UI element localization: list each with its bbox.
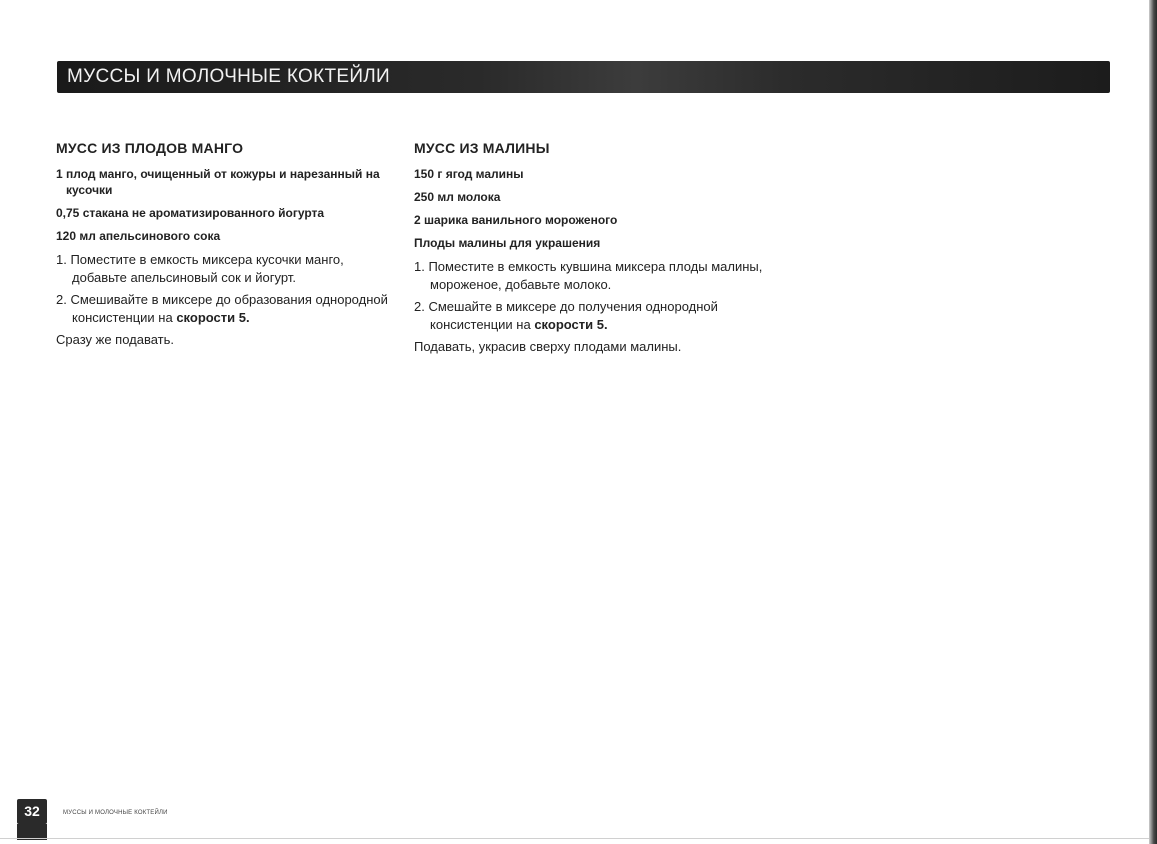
step-text: 1. Поместите в емкость кувшина миксера плоды малины, мороженое, добавьте молоко.: [414, 259, 763, 292]
ingredient-item: Плоды малины для украшения: [414, 236, 601, 250]
recipe-mango-mousse: [56, 140, 401, 349]
recipe-title: МУСС ИЗ МАЛИНЫ: [414, 140, 550, 156]
instruction-step: [56, 251, 401, 287]
recipe-title: МУСС ИЗ ПЛОДОВ МАНГО: [56, 140, 244, 156]
page-number: 32: [17, 799, 47, 824]
ingredient-item: 120 мл апельсинового сока: [56, 229, 221, 243]
instruction-step: [414, 258, 774, 294]
speed-highlight: скорости 5.: [176, 310, 250, 325]
ingredient-item: 2 шарика ванильного мороженого: [414, 213, 618, 227]
section-title: МУССЫ И МОЛОЧНЫЕ КОКТЕЙЛИ: [67, 66, 391, 87]
step-text: 2. Смешивайте в миксере до образования однородной консистенции на: [56, 292, 388, 325]
speed-highlight: скорости 5.: [534, 317, 608, 332]
instruction-step: [56, 291, 401, 327]
recipe-raspberry-mousse: [414, 140, 774, 356]
ingredient-item: 0,75 стакана не ароматизированного йогурта: [56, 206, 325, 220]
ingredient-item: 150 г ягод малины: [414, 167, 524, 181]
serving-note: Сразу же подавать.: [56, 332, 175, 347]
running-title: МУССЫ И МОЛОЧНЫЕ КОКТЕЙЛИ: [63, 810, 168, 816]
bottom-divider: [0, 838, 1149, 839]
page-edge-shadow: [1149, 0, 1157, 844]
ingredient-item: 250 мл молока: [414, 190, 501, 204]
step-text: 2. Смешайте в миксере до получения однородной консистенции на: [414, 299, 718, 332]
step-text: 1. Поместите в емкость миксера кусочки манго, добавьте апельсиновый сок и йогурт.: [56, 252, 344, 285]
instruction-step: [414, 298, 774, 334]
ingredient-item: 1 плод манго, очищенный от кожуры и нарезанный на кусочки: [56, 167, 380, 197]
serving-note: Подавать, украсив сверху плодами малины.: [414, 339, 682, 354]
section-banner: [57, 61, 1110, 93]
